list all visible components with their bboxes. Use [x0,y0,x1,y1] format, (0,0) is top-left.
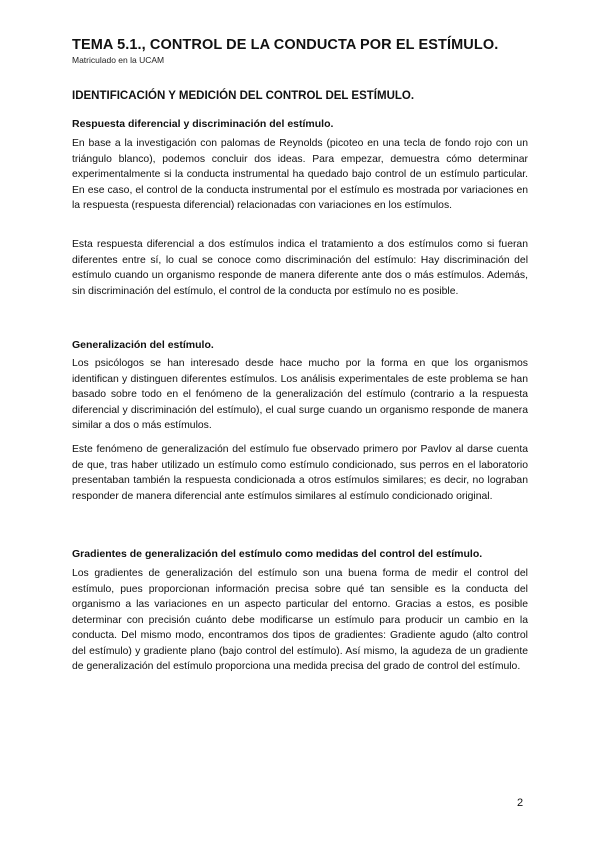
section-title: IDENTIFICACIÓN Y MEDICIÓN DEL CONTROL DEL ESTÍMULO. [72,90,415,102]
paragraph: Este fenómeno de generalización del estímulo fue observado primero por Pavlov al darse cuenta de que, tras haber utilizado un estímulo como estímulo condicionado, sus perros en el laboratorio presentaban también la respuesta condicionada a otros estímulos similares; es decir, no lograban responder de manera diferencial ante estímulos similares al estímulo condicionado original. [72,444,528,502]
paragraph: Los psicólogos se han interesado desde hace mucho por la forma en que los organismos identifican y distinguen diferentes estímulos. Los análisis experimentales de este problema se han basado sobre todo en el fenómeno de la generalización del estímulo (contrario a la respuesta diferencial y discriminación del estímulo), el cual surge cuando un organismo responde de manera similar a dos o más estímulos. [72,358,528,431]
document-title: TEMA 5.1., CONTROL DE LA CONDUCTA POR EL ESTÍMULO. [72,37,499,53]
paragraph: En base a la investigación con palomas de Reynolds (picoteo en una tecla de fondo rojo con un triángulo blanco), podemos concluir dos ideas. Para empezar, demuestra cómo determinar experimentalmente si la conducta instrumental ha quedado bajo control de un estímulo particular. En ese caso, el control de la conducta instrumental por el estímulo es mostrada por variaciones en la respuesta (respuesta diferencial) relacionadas con variaciones en los estímulos. [72,138,528,211]
heading-generalizacion: Generalización del estímulo. [72,339,214,351]
heading-respuesta-diferencial: Respuesta diferencial y discriminación del estímulo. [72,118,334,130]
paragraph: Esta respuesta diferencial a dos estímulos indica el tratamiento a dos estímulos como si fueran diferentes entre sí, lo cual se conoce como discriminación del estímulo: Hay discriminación del estímulo cuando un organismo responde de manera diferente ante dos o más estímulos. Además, sin discriminación del estímulo, el control de la conducta por estímulo no es posible. [72,239,528,297]
document-subtitle: Matriculado en la UCAM [72,55,165,65]
page-number: 2 [517,797,524,809]
paragraph: Los gradientes de generalización del estímulo son una buena forma de medir el control del estímulo, pues proporcionan información precisa sobre qué tan sensible es la conducta del organismo a las variaciones en un aspecto particular del entorno. Gracias a estos, es posible determinar con precisión cuánto debe modificarse un estímulo para producir un cambio en la conducta. Del mismo modo, encontramos dos tipos de gradientes: Gradiente agudo (alto control del estímulo) y gradiente plano (bajo control del estímulo). Así mismo, la agudeza de un gradiente de generalización del estímulo proporciona una medida precisa del grado de control del estímulo. [72,568,528,672]
heading-gradientes: Gradientes de generalización del estímulo como medidas del control del estímulo. [72,548,483,560]
